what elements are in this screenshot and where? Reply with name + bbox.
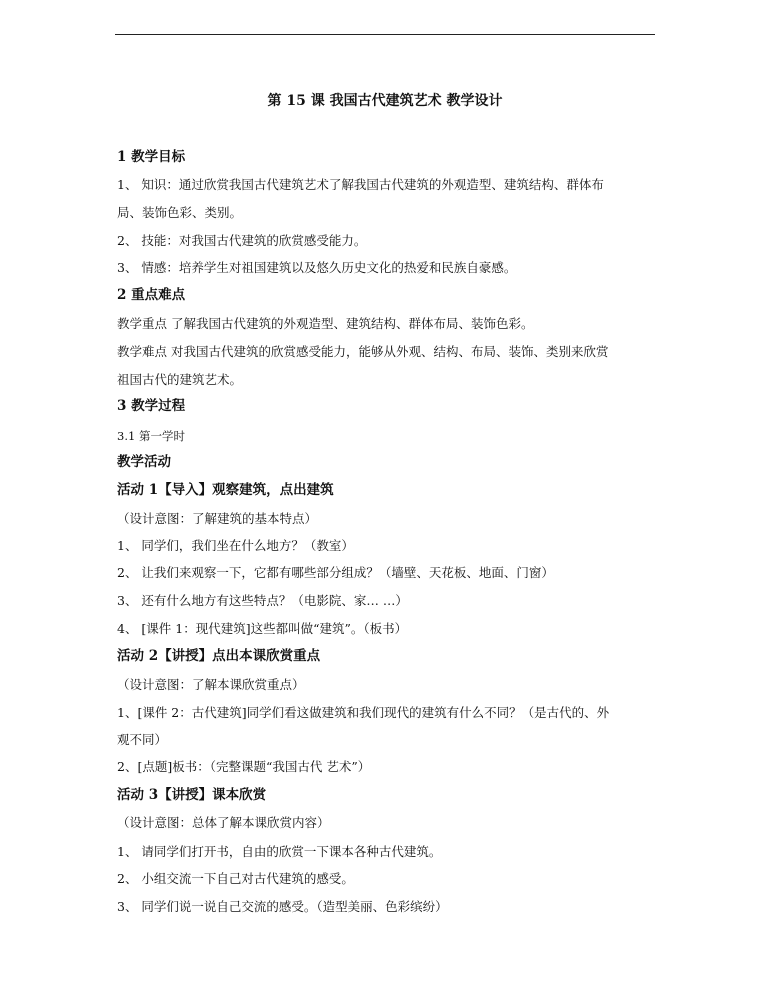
objective-knowledge-line1: 1、 知识：通过欣赏我国古代建筑艺术了解我国古代建筑的外观造型、建筑结构、群体布 xyxy=(117,177,604,192)
activity-3-item-1: 1、 请同学们打开书，自由的欣赏一下课本各种古代建筑。 xyxy=(117,844,442,859)
activity-1-item-4: 4、 [课件 1：现代建筑]这些都叫做“建筑”。（板书） xyxy=(117,621,408,636)
objective-knowledge-line2: 局、装饰色彩、类别。 xyxy=(117,205,243,220)
activity-1-item-1: 1、 同学们，我们坐在什么地方？（教室） xyxy=(117,538,354,553)
objective-skill: 2、 技能：对我国古代建筑的欣赏感受能力。 xyxy=(117,233,367,248)
activity-1-intent: （设计意图：了解建筑的基本特点） xyxy=(117,511,318,526)
activities-heading: 教学活动 xyxy=(117,454,171,470)
activity-2-item-1-line2: 观不同） xyxy=(117,732,168,747)
difficulty-line2: 祖国古代的建筑艺术。 xyxy=(117,372,243,387)
section-heading-objectives: 1 教学目标 xyxy=(117,149,186,165)
activity-1-heading: 活动 1【导入】观察建筑，点出建筑 xyxy=(117,482,334,498)
activity-3-heading: 活动 3【讲授】课本欣赏 xyxy=(117,787,267,803)
document-title: 第 15 课 我国古代建筑艺术 教学设计 xyxy=(267,93,503,109)
activity-1-item-2: 2、 让我们来观察一下，它都有哪些部分组成？（墙壁、天花板、地面、门窗） xyxy=(117,565,554,580)
key-point: 教学重点 了解我国古代建筑的外观造型、建筑结构、群体布局、装饰色彩。 xyxy=(117,316,534,331)
section-heading-process: 3 教学过程 xyxy=(117,398,186,414)
objective-emotion: 3、 情感：培养学生对祖国建筑以及悠久历史文化的热爱和民族自豪感。 xyxy=(117,260,517,275)
activity-3-item-2: 2、 小组交流一下自己对古代建筑的感受。 xyxy=(117,871,354,886)
activity-2-intent: （设计意图：了解本课欣赏重点） xyxy=(117,677,305,692)
activity-3-item-3: 3、 同学们说一说自己交流的感受。（造型美丽、色彩缤纷） xyxy=(117,899,448,914)
activity-2-heading: 活动 2【讲授】点出本课欣赏重点 xyxy=(117,648,321,664)
activity-1-item-3: 3、 还有什么地方有这些特点？（电影院、家… …） xyxy=(117,593,408,608)
activity-3-intent: （设计意图：总体了解本课欣赏内容） xyxy=(117,815,330,830)
activity-2-item-1-line1: 1、[课件 2：古代建筑]同学们看这做建筑和我们现代的建筑有什么不同？（是古代的、外 xyxy=(117,705,610,720)
period-label: 3.1 第一学时 xyxy=(117,429,185,443)
header-rule xyxy=(115,34,655,35)
section-heading-keypoints: 2 重点难点 xyxy=(117,287,186,303)
difficulty-line1: 教学难点 对我国古代建筑的欣赏感受能力，能够从外观、结构、布局、装饰、类别来欣赏 xyxy=(117,344,609,359)
activity-2-item-2: 2、[点题]板书：（完整课题“我国古代 艺术”） xyxy=(117,759,371,774)
